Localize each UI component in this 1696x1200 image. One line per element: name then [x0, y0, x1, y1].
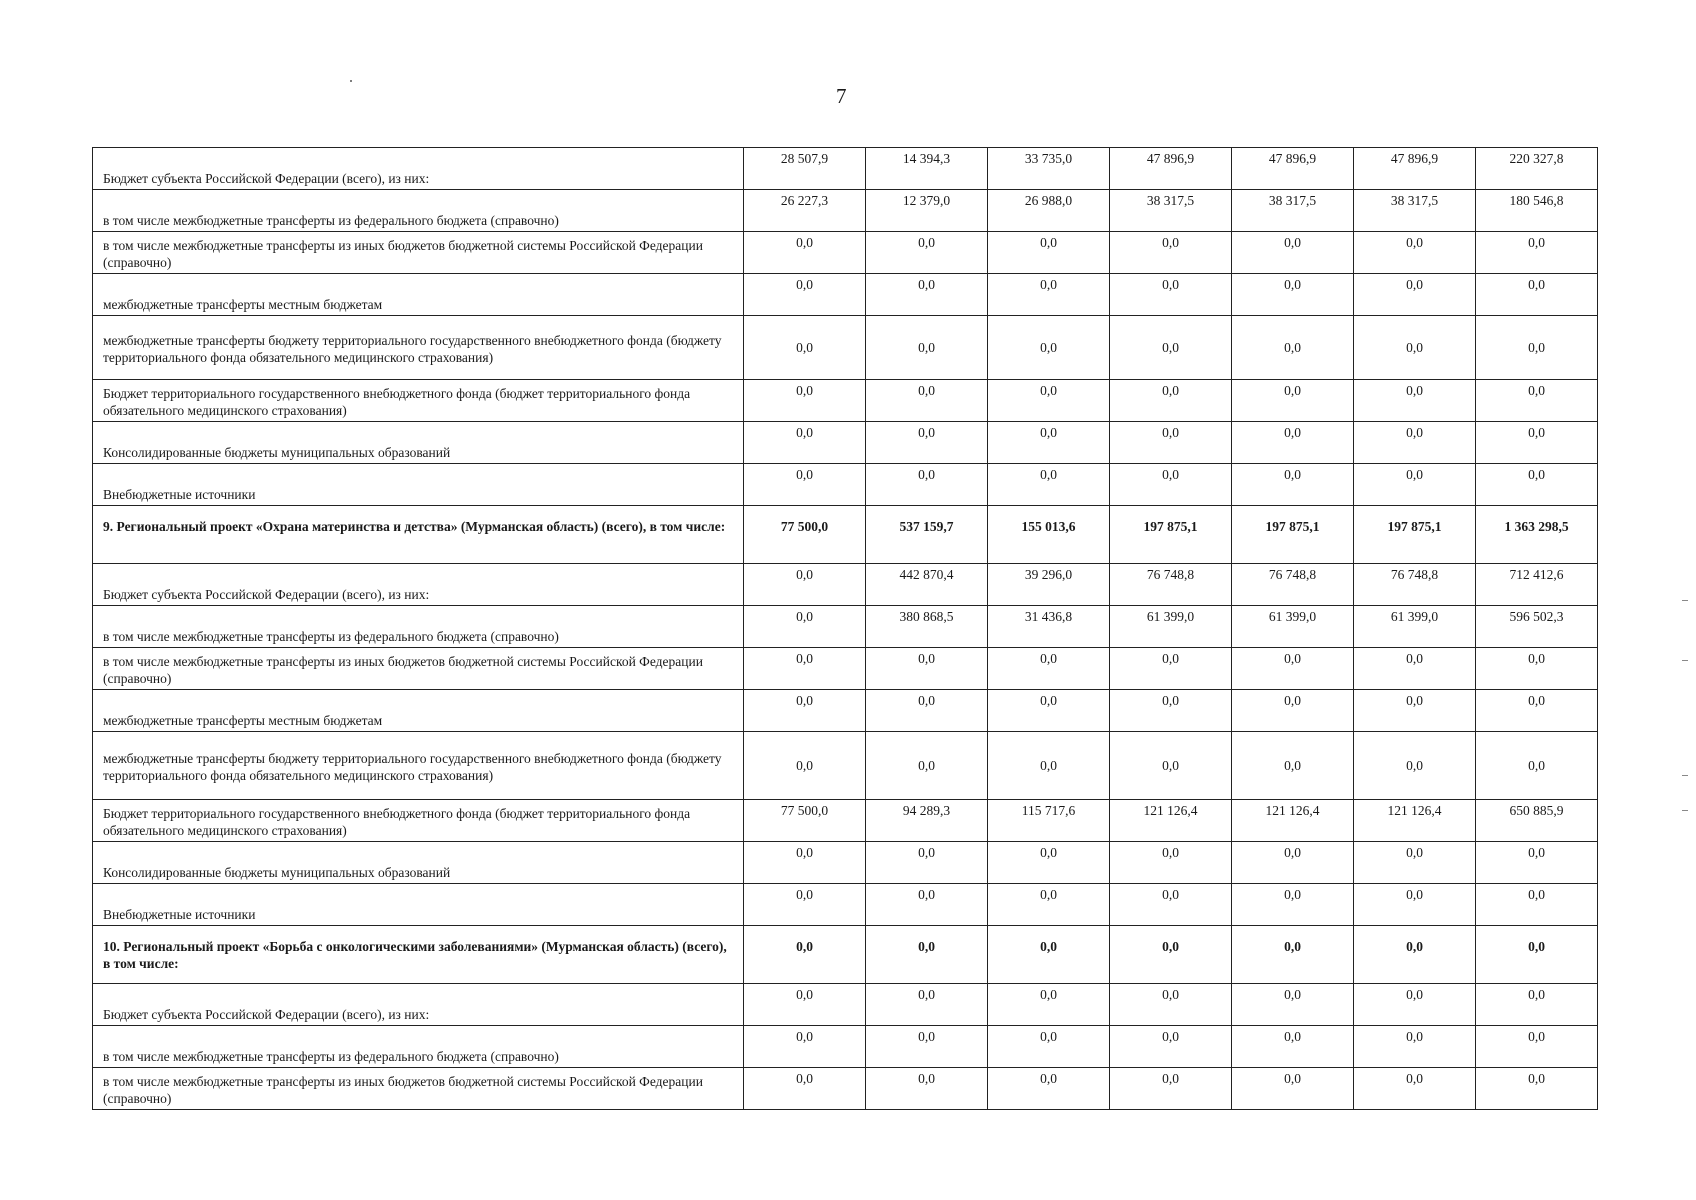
- value-cell: 0,0: [1232, 984, 1354, 1026]
- value-cell: 0,0: [988, 274, 1110, 316]
- value-cell: 0,0: [1476, 884, 1598, 926]
- value-cell: 0,0: [1110, 690, 1232, 732]
- value-cell: 0,0: [744, 926, 866, 984]
- table-row: [93, 232, 1598, 274]
- value-cell: 38 317,5: [1354, 190, 1476, 232]
- row-label: 10. Региональный проект «Борьба с онкологическими заболеваниями» (Мурманская область) (всего), в том числе:: [93, 926, 744, 984]
- table-row: [93, 732, 1598, 800]
- value-cell: 0,0: [1232, 884, 1354, 926]
- value-cell: 0,0: [1354, 732, 1476, 800]
- value-cell: 0,0: [1354, 690, 1476, 732]
- value-cell: 0,0: [744, 842, 866, 884]
- value-cell: 0,0: [744, 648, 866, 690]
- value-cell: 0,0: [1476, 842, 1598, 884]
- value-cell: 197 875,1: [1232, 506, 1354, 564]
- value-cell: 0,0: [1476, 380, 1598, 422]
- row-label: в том числе межбюджетные трансферты из иных бюджетов бюджетной системы Российской Федерации (справочно): [93, 232, 744, 274]
- table-row: [93, 316, 1598, 380]
- value-cell: 61 399,0: [1354, 606, 1476, 648]
- value-cell: 0,0: [744, 1068, 866, 1110]
- value-cell: 0,0: [744, 984, 866, 1026]
- table-row: [93, 884, 1598, 926]
- table-row: [93, 1068, 1598, 1110]
- value-cell: 0,0: [1476, 232, 1598, 274]
- value-cell: 0,0: [1354, 422, 1476, 464]
- value-cell: 0,0: [866, 926, 988, 984]
- value-cell: 0,0: [988, 732, 1110, 800]
- value-cell: 61 399,0: [1110, 606, 1232, 648]
- value-cell: 0,0: [1232, 464, 1354, 506]
- budget-table-body: [93, 148, 1598, 1110]
- value-cell: 0,0: [744, 1026, 866, 1068]
- value-cell: 0,0: [1354, 232, 1476, 274]
- value-cell: 0,0: [1232, 274, 1354, 316]
- value-cell: 0,0: [744, 690, 866, 732]
- value-cell: 0,0: [744, 316, 866, 380]
- value-cell: 0,0: [1354, 648, 1476, 690]
- value-cell: 0,0: [866, 984, 988, 1026]
- table-row: [93, 422, 1598, 464]
- value-cell: 115 717,6: [988, 800, 1110, 842]
- value-cell: 0,0: [988, 884, 1110, 926]
- budget-table-container: [92, 147, 1597, 1110]
- value-cell: 0,0: [1232, 1026, 1354, 1068]
- value-cell: 0,0: [744, 732, 866, 800]
- budget-table: [92, 147, 1598, 1110]
- value-cell: 121 126,4: [1354, 800, 1476, 842]
- value-cell: 537 159,7: [866, 506, 988, 564]
- value-cell: 0,0: [1476, 422, 1598, 464]
- value-cell: 0,0: [1110, 984, 1232, 1026]
- scan-speck: [350, 80, 352, 82]
- value-cell: 0,0: [1354, 464, 1476, 506]
- value-cell: 0,0: [1476, 732, 1598, 800]
- row-label: Бюджет субъекта Российской Федерации (всего), из них:: [93, 564, 744, 606]
- value-cell: 77 500,0: [744, 800, 866, 842]
- value-cell: 0,0: [1354, 842, 1476, 884]
- value-cell: 0,0: [866, 232, 988, 274]
- table-row: [93, 464, 1598, 506]
- value-cell: 61 399,0: [1232, 606, 1354, 648]
- value-cell: 0,0: [1354, 274, 1476, 316]
- value-cell: 0,0: [866, 648, 988, 690]
- value-cell: 0,0: [1232, 422, 1354, 464]
- row-label: в том числе межбюджетные трансферты из федерального бюджета (справочно): [93, 1026, 744, 1068]
- value-cell: 155 013,6: [988, 506, 1110, 564]
- value-cell: 94 289,3: [866, 800, 988, 842]
- table-row: [93, 564, 1598, 606]
- value-cell: 0,0: [1232, 842, 1354, 884]
- value-cell: 0,0: [866, 1026, 988, 1068]
- value-cell: 0,0: [988, 842, 1110, 884]
- value-cell: 0,0: [1232, 648, 1354, 690]
- row-label: межбюджетные трансферты местным бюджетам: [93, 690, 744, 732]
- row-label: Бюджет субъекта Российской Федерации (всего), из них:: [93, 984, 744, 1026]
- value-cell: 12 379,0: [866, 190, 988, 232]
- value-cell: 76 748,8: [1354, 564, 1476, 606]
- row-label: Бюджет территориального государственного внебюджетного фонда (бюджет территориального фонда обязательного медицинского страхования): [93, 380, 744, 422]
- value-cell: 0,0: [744, 274, 866, 316]
- value-cell: 0,0: [988, 690, 1110, 732]
- value-cell: 38 317,5: [1232, 190, 1354, 232]
- value-cell: 0,0: [1354, 926, 1476, 984]
- value-cell: 26 988,0: [988, 190, 1110, 232]
- value-cell: 0,0: [1110, 380, 1232, 422]
- row-label: в том числе межбюджетные трансферты из федерального бюджета (справочно): [93, 190, 744, 232]
- table-row: [93, 984, 1598, 1026]
- table-row: [93, 800, 1598, 842]
- row-label: в том числе межбюджетные трансферты из иных бюджетов бюджетной системы Российской Федерации (справочно): [93, 648, 744, 690]
- row-label: Внебюджетные источники: [93, 884, 744, 926]
- value-cell: 33 735,0: [988, 148, 1110, 190]
- row-label: в том числе межбюджетные трансферты из иных бюджетов бюджетной системы Российской Федерации (справочно): [93, 1068, 744, 1110]
- value-cell: 0,0: [1354, 316, 1476, 380]
- value-cell: 197 875,1: [1110, 506, 1232, 564]
- value-cell: 47 896,9: [1110, 148, 1232, 190]
- value-cell: 0,0: [1232, 690, 1354, 732]
- value-cell: 0,0: [988, 422, 1110, 464]
- value-cell: 0,0: [1232, 232, 1354, 274]
- table-row: [93, 1026, 1598, 1068]
- row-label: Консолидированные бюджеты муниципальных образований: [93, 842, 744, 884]
- value-cell: 14 394,3: [866, 148, 988, 190]
- page-number: 7: [836, 84, 847, 108]
- value-cell: 0,0: [1476, 316, 1598, 380]
- value-cell: 712 412,6: [1476, 564, 1598, 606]
- value-cell: 442 870,4: [866, 564, 988, 606]
- value-cell: 28 507,9: [744, 148, 866, 190]
- value-cell: 0,0: [1232, 380, 1354, 422]
- value-cell: 0,0: [866, 422, 988, 464]
- value-cell: 180 546,8: [1476, 190, 1598, 232]
- value-cell: 220 327,8: [1476, 148, 1598, 190]
- value-cell: 76 748,8: [1232, 564, 1354, 606]
- value-cell: 0,0: [988, 464, 1110, 506]
- row-label: в том числе межбюджетные трансферты из федерального бюджета (справочно): [93, 606, 744, 648]
- value-cell: 0,0: [1110, 274, 1232, 316]
- value-cell: 0,0: [866, 316, 988, 380]
- value-cell: 0,0: [744, 564, 866, 606]
- value-cell: 0,0: [1354, 1068, 1476, 1110]
- value-cell: 0,0: [988, 1026, 1110, 1068]
- value-cell: 0,0: [988, 380, 1110, 422]
- value-cell: 0,0: [744, 606, 866, 648]
- value-cell: 1 363 298,5: [1476, 506, 1598, 564]
- row-label: 9. Региональный проект «Охрана материнства и детства» (Мурманская область) (всего), в том числе:: [93, 506, 744, 564]
- row-label: межбюджетные трансферты бюджету территориального государственного внебюджетного фонда (бюджету территориального фонда обязательного медицинского страхования): [93, 732, 744, 800]
- row-label: межбюджетные трансферты местным бюджетам: [93, 274, 744, 316]
- value-cell: 26 227,3: [744, 190, 866, 232]
- value-cell: 0,0: [1476, 690, 1598, 732]
- value-cell: 31 436,8: [988, 606, 1110, 648]
- row-label: Бюджет территориального государственного внебюджетного фонда (бюджет территориального фонда обязательного медицинского страхования): [93, 800, 744, 842]
- table-row: [93, 690, 1598, 732]
- value-cell: 0,0: [866, 732, 988, 800]
- row-label: межбюджетные трансферты бюджету территориального государственного внебюджетного фонда (бюджету территориального фонда обязательного медицинского страхования): [93, 316, 744, 380]
- value-cell: 0,0: [988, 648, 1110, 690]
- value-cell: 39 296,0: [988, 564, 1110, 606]
- value-cell: 0,0: [866, 464, 988, 506]
- value-cell: 0,0: [866, 690, 988, 732]
- value-cell: 0,0: [1110, 316, 1232, 380]
- row-label: Консолидированные бюджеты муниципальных образований: [93, 422, 744, 464]
- value-cell: 0,0: [988, 316, 1110, 380]
- value-cell: 0,0: [1232, 316, 1354, 380]
- value-cell: 0,0: [1354, 984, 1476, 1026]
- value-cell: 0,0: [1110, 884, 1232, 926]
- value-cell: 0,0: [1354, 1026, 1476, 1068]
- value-cell: 0,0: [1110, 1068, 1232, 1110]
- row-label: Бюджет субъекта Российской Федерации (всего), из них:: [93, 148, 744, 190]
- value-cell: 0,0: [1110, 648, 1232, 690]
- value-cell: 0,0: [744, 422, 866, 464]
- value-cell: 0,0: [1110, 464, 1232, 506]
- value-cell: 0,0: [744, 380, 866, 422]
- value-cell: 0,0: [1476, 984, 1598, 1026]
- value-cell: 0,0: [1110, 422, 1232, 464]
- value-cell: 0,0: [1476, 1026, 1598, 1068]
- value-cell: 0,0: [744, 232, 866, 274]
- value-cell: 47 896,9: [1232, 148, 1354, 190]
- value-cell: 0,0: [1232, 926, 1354, 984]
- value-cell: 0,0: [988, 1068, 1110, 1110]
- value-cell: 0,0: [866, 274, 988, 316]
- value-cell: 0,0: [1110, 732, 1232, 800]
- table-row: [93, 648, 1598, 690]
- value-cell: 121 126,4: [1232, 800, 1354, 842]
- value-cell: 0,0: [988, 232, 1110, 274]
- value-cell: 0,0: [1110, 232, 1232, 274]
- value-cell: 0,0: [988, 984, 1110, 1026]
- value-cell: 77 500,0: [744, 506, 866, 564]
- value-cell: 0,0: [1476, 274, 1598, 316]
- table-row: [93, 274, 1598, 316]
- row-label: Внебюджетные источники: [93, 464, 744, 506]
- value-cell: 38 317,5: [1110, 190, 1232, 232]
- table-row: [93, 148, 1598, 190]
- value-cell: 650 885,9: [1476, 800, 1598, 842]
- value-cell: 0,0: [866, 1068, 988, 1110]
- value-cell: 0,0: [1110, 842, 1232, 884]
- value-cell: 0,0: [1476, 926, 1598, 984]
- value-cell: 0,0: [1110, 1026, 1232, 1068]
- value-cell: 0,0: [866, 842, 988, 884]
- value-cell: 0,0: [1232, 1068, 1354, 1110]
- table-row: [93, 380, 1598, 422]
- value-cell: 47 896,9: [1354, 148, 1476, 190]
- value-cell: 0,0: [1354, 884, 1476, 926]
- table-row: [93, 606, 1598, 648]
- value-cell: 596 502,3: [1476, 606, 1598, 648]
- value-cell: 0,0: [744, 884, 866, 926]
- value-cell: 0,0: [1354, 380, 1476, 422]
- value-cell: 0,0: [1476, 464, 1598, 506]
- value-cell: 0,0: [866, 380, 988, 422]
- table-row: [93, 926, 1598, 984]
- value-cell: 0,0: [1110, 926, 1232, 984]
- table-row: [93, 506, 1598, 564]
- value-cell: 0,0: [744, 464, 866, 506]
- value-cell: 0,0: [1476, 648, 1598, 690]
- value-cell: 0,0: [866, 884, 988, 926]
- value-cell: 197 875,1: [1354, 506, 1476, 564]
- value-cell: 0,0: [1232, 732, 1354, 800]
- table-row: [93, 190, 1598, 232]
- value-cell: 380 868,5: [866, 606, 988, 648]
- value-cell: 0,0: [1476, 1068, 1598, 1110]
- value-cell: 121 126,4: [1110, 800, 1232, 842]
- table-row: [93, 842, 1598, 884]
- value-cell: 76 748,8: [1110, 564, 1232, 606]
- value-cell: 0,0: [988, 926, 1110, 984]
